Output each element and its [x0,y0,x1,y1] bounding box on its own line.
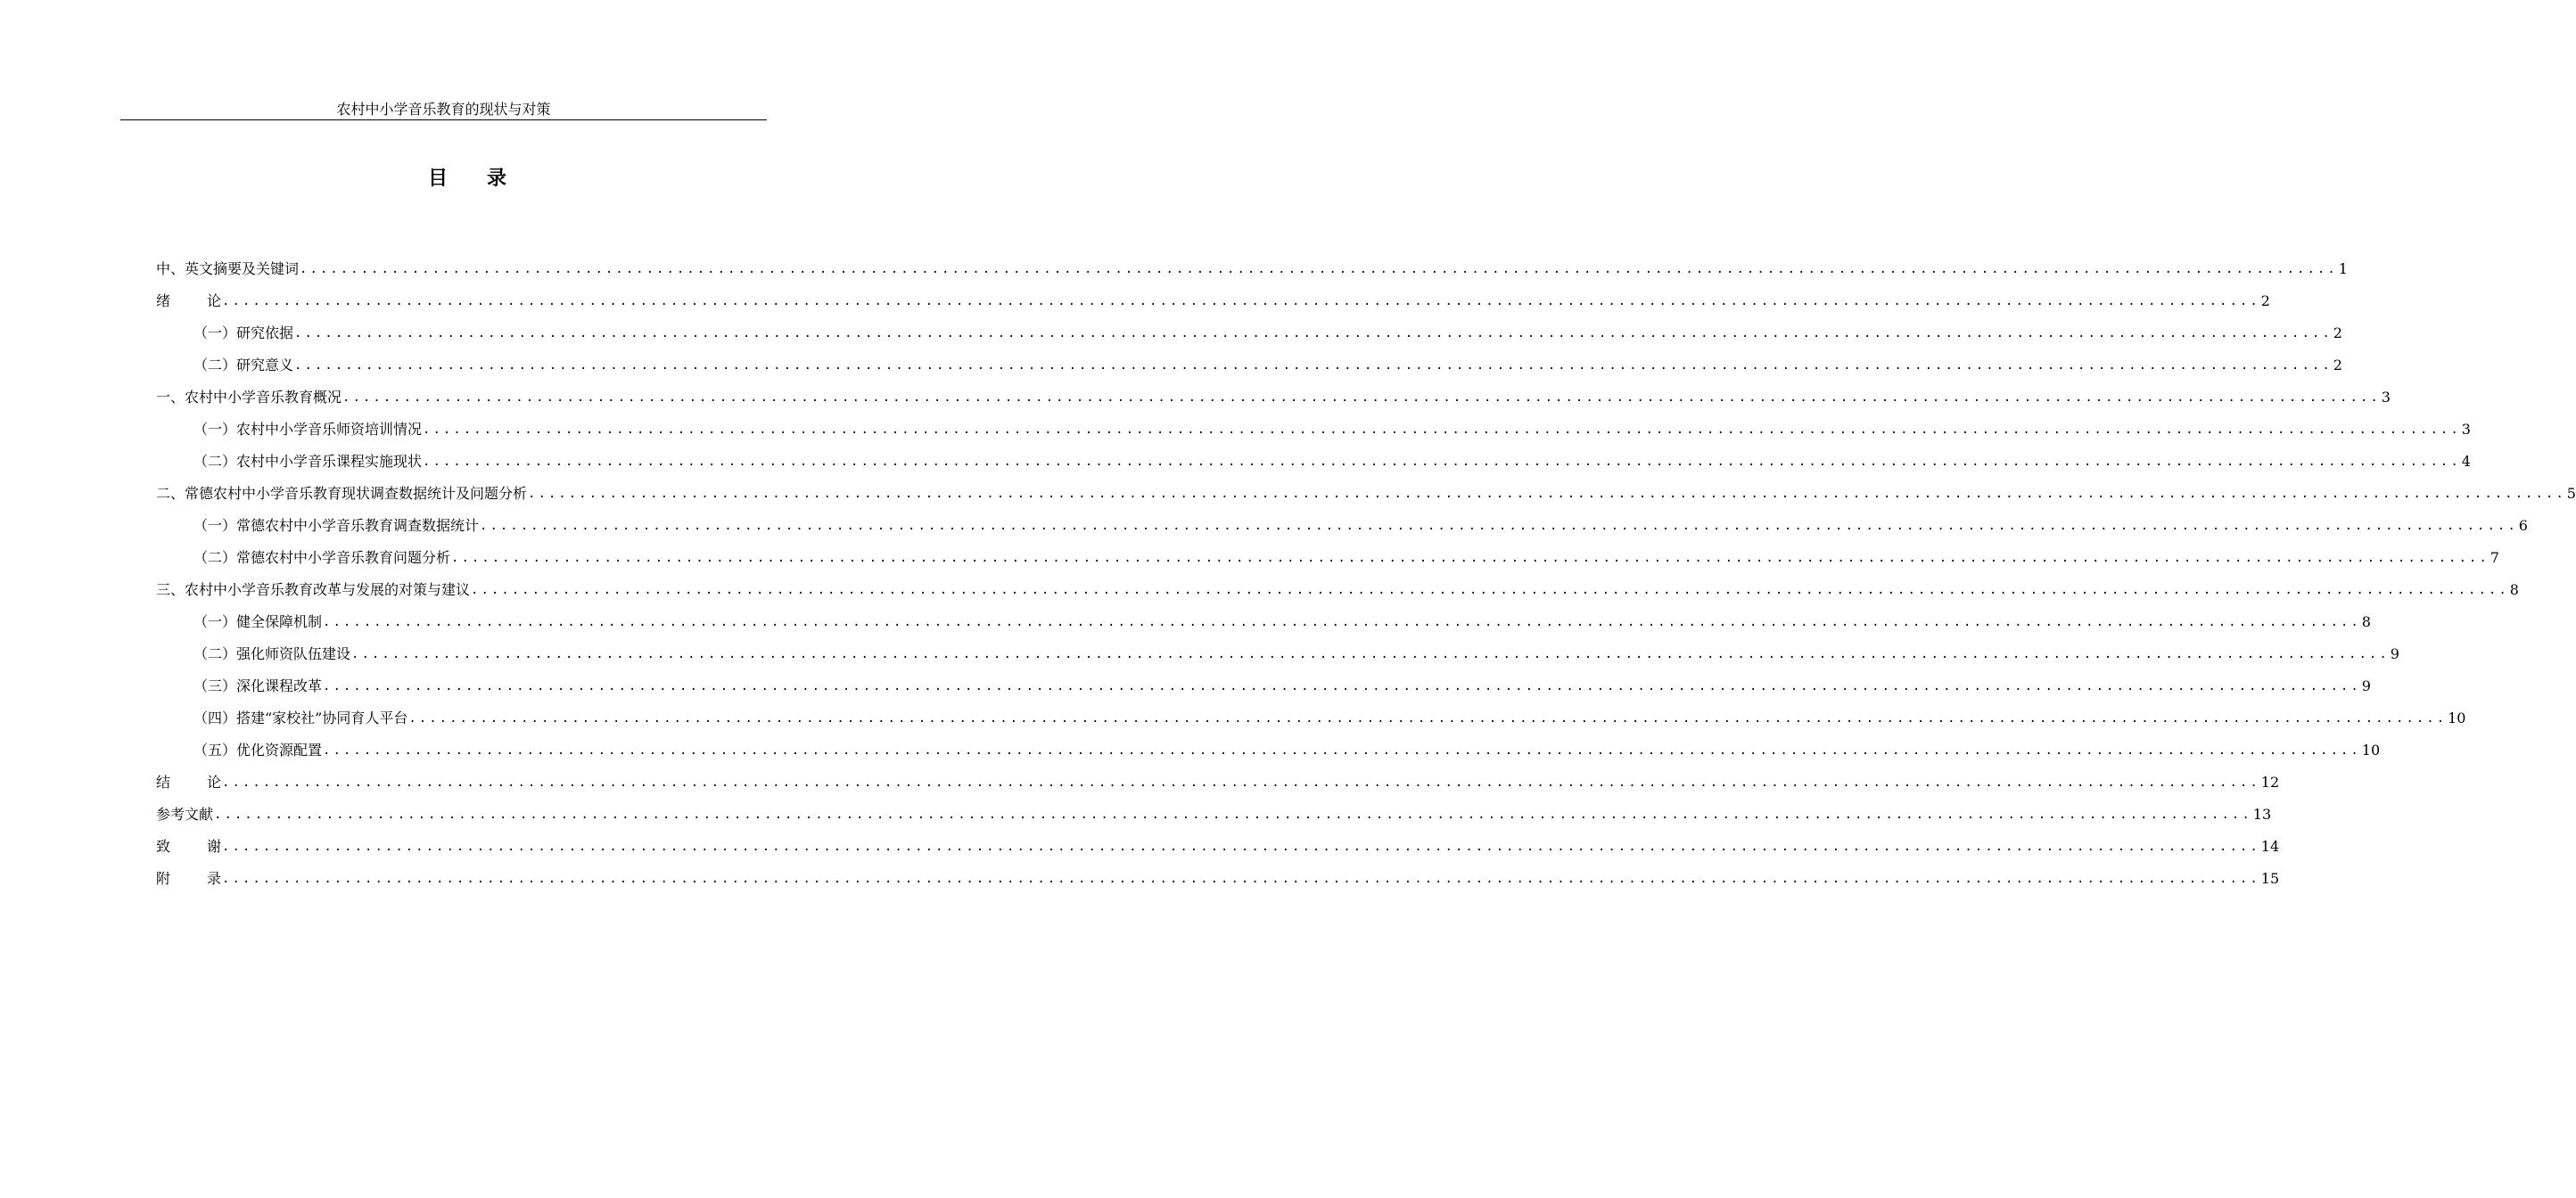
toc-entry-page: 5 [2566,485,2576,502]
toc-entry-label: （一）研究依据 [193,324,294,341]
toc-leader-dots: ........................................................................................................................................................................................................ [480,519,2518,533]
toc-entry-page: 8 [2509,581,2519,598]
toc-entry-label: （四）搭建“家校社”协同育人平台 [193,710,408,726]
toc-entry-page: 15 [2260,870,2280,887]
toc-leader-dots: ........................................................................................................................................................................................................ [294,326,2333,341]
toc-entry-page: 2 [2260,292,2270,309]
toc-entry-label: 结 论 [156,774,222,791]
toc-entry-page: 9 [2390,645,2399,662]
toc-entry-label: （一）健全保障机制 [193,613,323,630]
toc-leader-dots: ........................................................................................................................................................................................................ [222,294,2260,308]
toc-entry[interactable] [156,702,2466,734]
toc-entry[interactable] [156,863,2280,895]
toc-entry[interactable] [156,317,2342,349]
toc-entry-page: 8 [2361,613,2371,630]
toc-entry-label: （一）常德农村中小学音乐教育调查数据统计 [193,517,480,534]
toc-entry-label: 参考文献 [156,806,214,823]
toc-entry-page: 10 [2361,742,2381,759]
toc-entry[interactable] [156,542,2499,574]
toc-entry[interactable] [156,510,2528,542]
toc-leader-dots: ........................................................................................................................................................................................................ [471,583,2509,597]
toc-title [0,164,934,194]
toc-entry[interactable] [156,574,2519,606]
toc-leader-dots: ........................................................................................................................................................................................................ [323,615,2361,629]
toc-entry-label: 三、农村中小学音乐教育改革与发展的对策与建议 [156,581,471,598]
toc-title-char-2: 录 [487,168,507,190]
toc-entry-label: （二）农村中小学音乐课程实施现状 [193,453,423,470]
toc-entry-label: （二）研究意义 [193,357,294,373]
toc-entry-page: 1 [2338,260,2348,277]
toc-entry[interactable] [156,446,2471,478]
toc-entry-page: 13 [2252,806,2272,823]
toc-entry[interactable] [156,414,2471,446]
toc-entry-label: 二、常德农村中小学音乐教育现状调查数据统计及问题分析 [156,485,528,502]
toc-entry[interactable] [156,734,2381,767]
toc-entry[interactable] [156,382,2391,414]
toc-entry-page: 4 [2461,453,2471,470]
toc-entry-page: 10 [2448,710,2466,726]
toc-leader-dots: ........................................................................................................................................................................................................ [351,647,2390,661]
toc-leader-dots: ........................................................................................................................................................................................................ [423,423,2461,437]
toc-leader-dots: ........................................................................................................................................................................................................ [294,358,2333,373]
toc-entry[interactable] [156,670,2371,702]
toc-entry-label: （五）优化资源配置 [193,742,323,759]
toc-title-char-1: 目 [427,168,448,190]
toc-entry-page: 2 [2333,324,2342,341]
toc-leader-dots: ........................................................................................................................................................................................................ [528,487,2566,501]
toc-entry[interactable] [156,767,2280,799]
toc-entry[interactable] [156,253,2348,285]
toc-entry[interactable] [156,831,2280,863]
toc-leader-dots: ........................................................................................................................................................................................................ [222,840,2260,854]
toc-entry-label: 绪 论 [156,292,222,309]
toc-entry-page: 7 [2490,549,2499,566]
toc-entry-label: （二）常德农村中小学音乐教育问题分析 [193,549,451,566]
toc-entry-label: 附 录 [156,870,222,887]
toc-entry-page: 9 [2361,677,2371,694]
toc-leader-dots: ........................................................................................................................................................................................................ [222,872,2260,886]
toc-entry-label: 一、农村中小学音乐教育概况 [156,389,342,406]
toc-entry-label: （一）农村中小学音乐师资培训情况 [193,421,423,438]
toc-entry[interactable] [156,638,2399,670]
toc-entry-label: 致 谢 [156,838,222,855]
toc-entry-label: 中、英文摘要及关键词 [156,260,300,277]
toc-entry-page: 3 [2461,421,2471,438]
toc-leader-dots: ........................................................................................................................................................................................................ [214,808,2252,822]
toc-leader-dots: ........................................................................................................................................................................................................ [408,711,2448,726]
toc-leader-dots: ........................................................................................................................................................................................................ [451,551,2490,565]
toc-entry[interactable] [156,285,2270,317]
table-of-contents [156,253,2576,895]
toc-entry-label: （三）深化课程改革 [193,677,323,694]
toc-entry[interactable] [156,799,2272,831]
toc-entry-page: 14 [2260,838,2280,855]
running-header: 农村中小学音乐教育的现状与对策 [120,100,767,120]
toc-entry-page: 2 [2333,357,2342,373]
toc-leader-dots: ........................................................................................................................................................................................................ [323,679,2361,693]
toc-entry[interactable] [156,606,2371,638]
toc-leader-dots: ........................................................................................................................................................................................................ [423,455,2461,469]
toc-entry-label: （二）强化师资队伍建设 [193,645,351,662]
toc-entry[interactable] [156,478,2576,510]
toc-leader-dots: ........................................................................................................................................................................................................ [342,390,2381,405]
toc-entry-page: 12 [2260,774,2280,791]
toc-leader-dots: ........................................................................................................................................................................................................ [222,775,2260,790]
toc-entry-page: 6 [2518,517,2528,534]
toc-entry-page: 3 [2381,389,2391,406]
toc-leader-dots: ........................................................................................................................................................................................................ [300,262,2338,276]
toc-leader-dots: ........................................................................................................................................................................................................ [323,743,2361,758]
toc-entry[interactable] [156,349,2342,382]
